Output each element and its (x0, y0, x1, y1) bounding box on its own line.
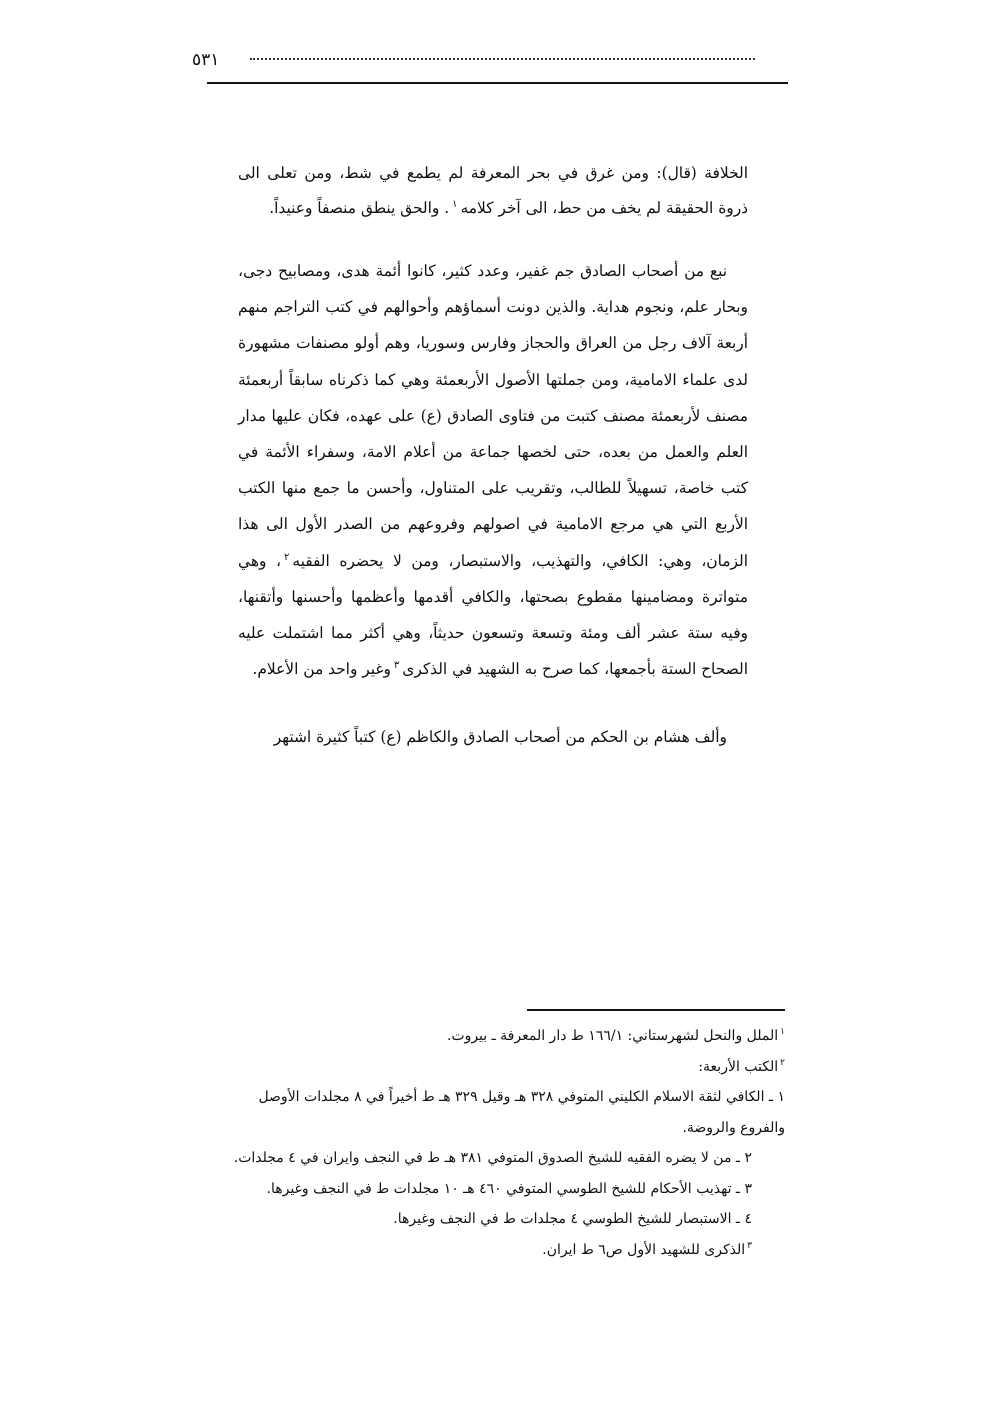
footnote-2-item-4: ٤ ـ الاستبصار للشيخ الطوسي ٤ مجلدات ط في النجف وغيرها. (393, 1211, 752, 1227)
footnote-2 (207, 1052, 785, 1083)
footnote-mark: ١ (780, 1027, 785, 1038)
paragraph-3: وألف هشام بن الحكم من أصحاب الصادق والكاظم (ع) كتباً كثيرة اشتهر (273, 728, 727, 747)
footnote-2-item-3: ٣ ـ تهذيب الأحكام للشيخ الطوسي المتوفي ٤٦٠ هـ ١٠ مجلدات ط في النجف وغيرها. (266, 1180, 752, 1197)
footnote-2-item-1: ١ ـ الكافي لثقة الاسلام الكليني المتوفي ٣٢٨ هـ وقيل ٣٢٩ هـ ط أخيراً في ٨ مجلدات الأوصل (258, 1089, 785, 1105)
footnote-ref-3: ٣ (393, 660, 400, 672)
footnote-ref-2: ٢ (283, 551, 290, 563)
footnote-separator (527, 1009, 785, 1011)
page-number: ٥٣١ (192, 50, 220, 70)
footnote-ref-1: ١ (452, 198, 458, 210)
paragraph-2 (238, 253, 748, 687)
paragraph-1-text: الخلافة (قال): ومن غرق في بحر المعرفة لم يطمع في شط، ومن تعلى الى ذروة الحقيقة لم يخف من حط، الى آخر كلامه (238, 164, 748, 217)
footnote-text: الملل والنحل لشهرستاني: ١٦٦/١ ط دار المعرفة ـ بيروت. (446, 1028, 779, 1044)
footnote-2-item-2: ٢ ـ من لا يضره الفقيه للشيخ الصدوق المتوفي ٣٨١ هـ ط في النجف وايران في ٤ مجلدات. (233, 1150, 752, 1166)
header-dot-leader (250, 58, 755, 60)
paragraph-1 (238, 156, 748, 226)
footnote-mark: ٢ (780, 1057, 785, 1068)
footnote-2-item-1-cont: والفروع والروضة. (682, 1119, 785, 1136)
paragraph-2-text-end: وغير واحد من الأعلام. (252, 660, 391, 679)
footnote-mark: ٣ (747, 1240, 752, 1251)
footnote-text: الذكرى للشهيد الأول ص٦ ط ايران. (542, 1241, 746, 1258)
footnote-3 (207, 1235, 785, 1266)
paragraph-2-text: نبع من أصحاب الصادق جم غفير، وعدد كثير، كانوا أئمة هدى، ومصابيح دجى، وبحار علم، ونجوم هداية. والذين دونت أسماؤهم وأحوالهم في كتب التراجم منهم أربعة آلاف رجل من العراق والحجاز وفارس وسوريا، وهم أولو مصنفات مشهورة لدى علماء الامامية، ومن جملتها الأصول الأربعمئة وهي كما ذكرناه سابقاً أربعمئة مصنف لأربعمئة مصنف كتبت من فتاوى الصادق (ع) على عهده، فكان عليها مدار العلم والعمل من بعده، حتى لخصها جماعة من أعلام الامة، وسفراء الأئمة في كتب خاصة، تسهيلاً للطالب، وتقريب على المتناول، وأحسن ما جمع منها الكتب الأربع التي هي مرجع الامامية في اصولهم وفروعهم من الصدر الأول الى هذا الزمان، وهي: الكافي، والتهذيب، والاستبصار، ومن لا يحضره الفقيه (238, 262, 748, 570)
paragraph-2-text-mid: ، وهي متواترة ومضامينها مقطوع بصحتها، والكافي أقدمها وأعظمها وأحسنها وأتقنها، وفيه ستة عشر ألف ومئة وتسعة وتسعون حديثاً، وهي أكثر مما اشتملت عليه الصحاح الستة بأجمعها، كما صرح به الشهيد في الذكرى (238, 551, 748, 679)
footnote-text: الكتب الأربعة: (698, 1058, 779, 1075)
header-rule (207, 82, 788, 84)
footnote-1 (207, 1021, 785, 1052)
body-text (238, 156, 748, 755)
footnotes (207, 1021, 785, 1265)
paragraph-1-text-end: . والحق ينطق منصفاً وعنيداً. (269, 199, 450, 217)
